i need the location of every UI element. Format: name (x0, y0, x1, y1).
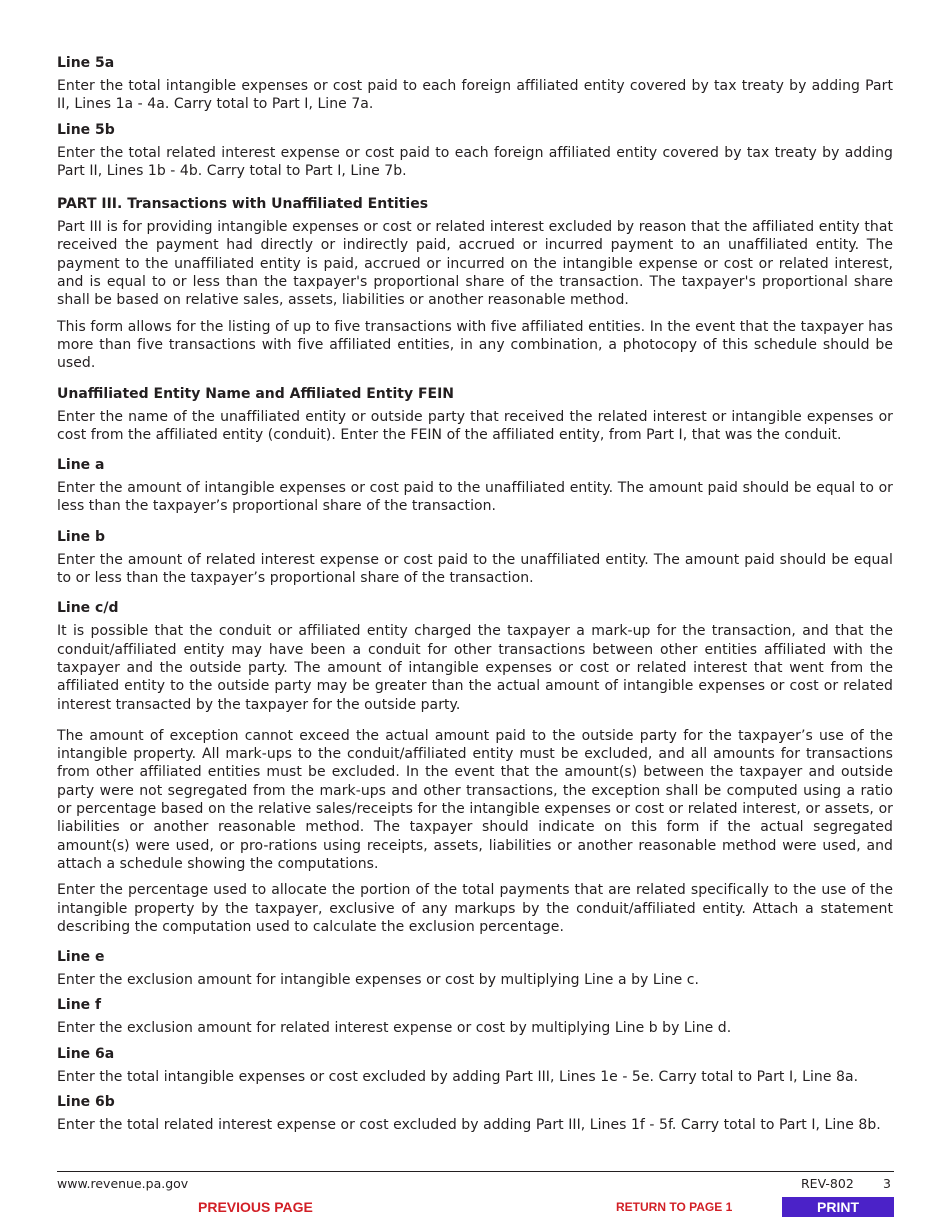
footer-divider (57, 1171, 894, 1172)
part-3-paragraph-2: This form allows for the listing of up to five transactions with five affiliated entities. In the event that the taxpayer has more than five transactions with five affiliated entities, in any combination, a photocopy of this schedule should be used. (57, 318, 893, 372)
section-line-a (57, 457, 893, 516)
previous-page-button[interactable]: PREVIOUS PAGE (198, 1199, 313, 1215)
line-e-heading: Line e (57, 949, 105, 966)
line-cd-heading: Line c/d (57, 600, 119, 617)
instructions-body (57, 55, 893, 1134)
line-cd-paragraph-3: Enter the percentage used to allocate the portion of the total payments that are related specifically to the use of the intangible property by the taxpayer, exclusive of any markups by the conduit/affiliated entity. Attach a statement describing the computation used to calculate the exclusion percentage. (57, 882, 893, 935)
unaffiliated-entity-text: Enter the name of the unaffiliated entity or outside party that received the related interest or intangible expenses or cost from the affiliated entity (conduit). Enter the FEIN of the affiliated entity, from Part I, that was the conduit. (57, 408, 893, 443)
line-cd-paragraph-1: It is possible that the conduit or affiliated entity charged the taxpayer a mark-up for the transaction, and that the conduit/affiliated entity may have been a conduit for other transactions between other entities affiliated with the taxpayer and the outside party. The amount of intangible expenses or cost or related interest that went from the affiliated entity to the outside party may be greater than the actual amount of intangible expenses or cost or related interest transacted by the taxpayer for the outside party. (57, 623, 893, 713)
section-line-5a (57, 55, 893, 114)
section-line-b (57, 529, 893, 588)
line-a-text: Enter the amount of intangible expenses or cost paid to the unaffiliated entity. The amount paid should be equal to or less than the taxpayer’s proportional share of the transaction. (57, 480, 893, 515)
print-button[interactable]: PRINT (782, 1197, 894, 1217)
footer-form-number: REV-802 (801, 1176, 854, 1191)
line-6b-text: Enter the total related interest expense or cost excluded by adding Part III, Lines 1f - 5f. Carry total to Part I, Line 8b. (57, 1116, 881, 1133)
section-line-6b (57, 1094, 893, 1134)
line-5b-text: Enter the total related interest expense or cost paid to each foreign affiliated entity covered by tax treaty by adding Part II, Lines 1b - 4b. Carry total to Part I, Line 7b. (57, 144, 893, 179)
line-b-text: Enter the amount of related interest expense or cost paid to the unaffiliated entity. The amount paid should be equal to or less than the taxpayer’s proportional share of the transaction. (57, 551, 893, 587)
line-b-heading: Line b (57, 528, 106, 545)
footer-page-number: 3 (883, 1176, 891, 1191)
part-3-heading: PART III. Transactions with Unaffiliated Entities (57, 196, 429, 213)
unaffiliated-entity-heading: Unaffiliated Entity Name and Affiliated Entity FEIN (57, 385, 455, 402)
line-cd-paragraph-2: The amount of exception cannot exceed the actual amount paid to the outside party for the taxpayer’s use of the intangible property. All mark-ups to the conduit/affiliated entity must be excluded, and all amounts for transactions from other affiliated entities must be excluded. In the event that the amount(s) between the taxpayer and outside party were not segregated from the mark-ups and other transactions, the exception shall be computed using a ratio or percentage based on the relative sales/receipts for the intangible expenses or cost or related interest, or assets, or liabilities or another reasonable method. The taxpayer should indicate on this form if the actual segregated amount(s) were used, or pro-rations using receipts, assets, liabilities or another reasonable method were used, and attach a schedule showing the computations. (57, 727, 893, 872)
footer-url: www.revenue.pa.gov (57, 1176, 189, 1191)
line-5a-heading: Line 5a (57, 55, 115, 71)
line-6b-heading: Line 6b (57, 1093, 115, 1110)
section-line-6a (57, 1046, 893, 1086)
section-part-3 (57, 196, 893, 372)
line-5a-text: Enter the total intangible expenses or cost paid to each foreign affiliated entity covered by tax treaty by adding Part II, Lines 1a - 4a. Carry total to Part I, Line 7a. (57, 78, 893, 113)
line-a-heading: Line a (57, 457, 105, 474)
line-f-text: Enter the exclusion amount for related interest expense or cost by multiplying Line b by Line d. (57, 1020, 732, 1037)
section-line-f (57, 997, 893, 1037)
section-line-e (57, 949, 893, 989)
line-6a-text: Enter the total intangible expenses or cost excluded by adding Part III, Lines 1e - 5e. Carry total to Part I, Line 8a. (57, 1068, 859, 1085)
return-to-page-1-button[interactable]: RETURN TO PAGE 1 (616, 1200, 733, 1214)
section-unaffiliated-entity (57, 386, 893, 445)
part-3-paragraph-1: Part III is for providing intangible expenses or cost or related interest excluded by reason that the affiliated entity that received the payment had directly or indirectly paid, accrued or incurred payment to an unaffiliated entity. The payment to the unaffiliated entity is paid, accrued or incurred on the intangible expense or cost or related interest, and is equal to or less than the taxpayer's proportional share of the transaction. The taxpayer's proportional share shall be based on relative sales, assets, liabilities or another reasonable method. (57, 219, 893, 309)
line-f-heading: Line f (57, 997, 102, 1014)
section-line-cd (57, 600, 893, 936)
section-line-5b (57, 122, 893, 181)
line-6a-heading: Line 6a (57, 1045, 115, 1062)
line-e-text: Enter the exclusion amount for intangible expenses or cost by multiplying Line a by Line c. (57, 972, 699, 989)
line-5b-heading: Line 5b (57, 121, 115, 138)
